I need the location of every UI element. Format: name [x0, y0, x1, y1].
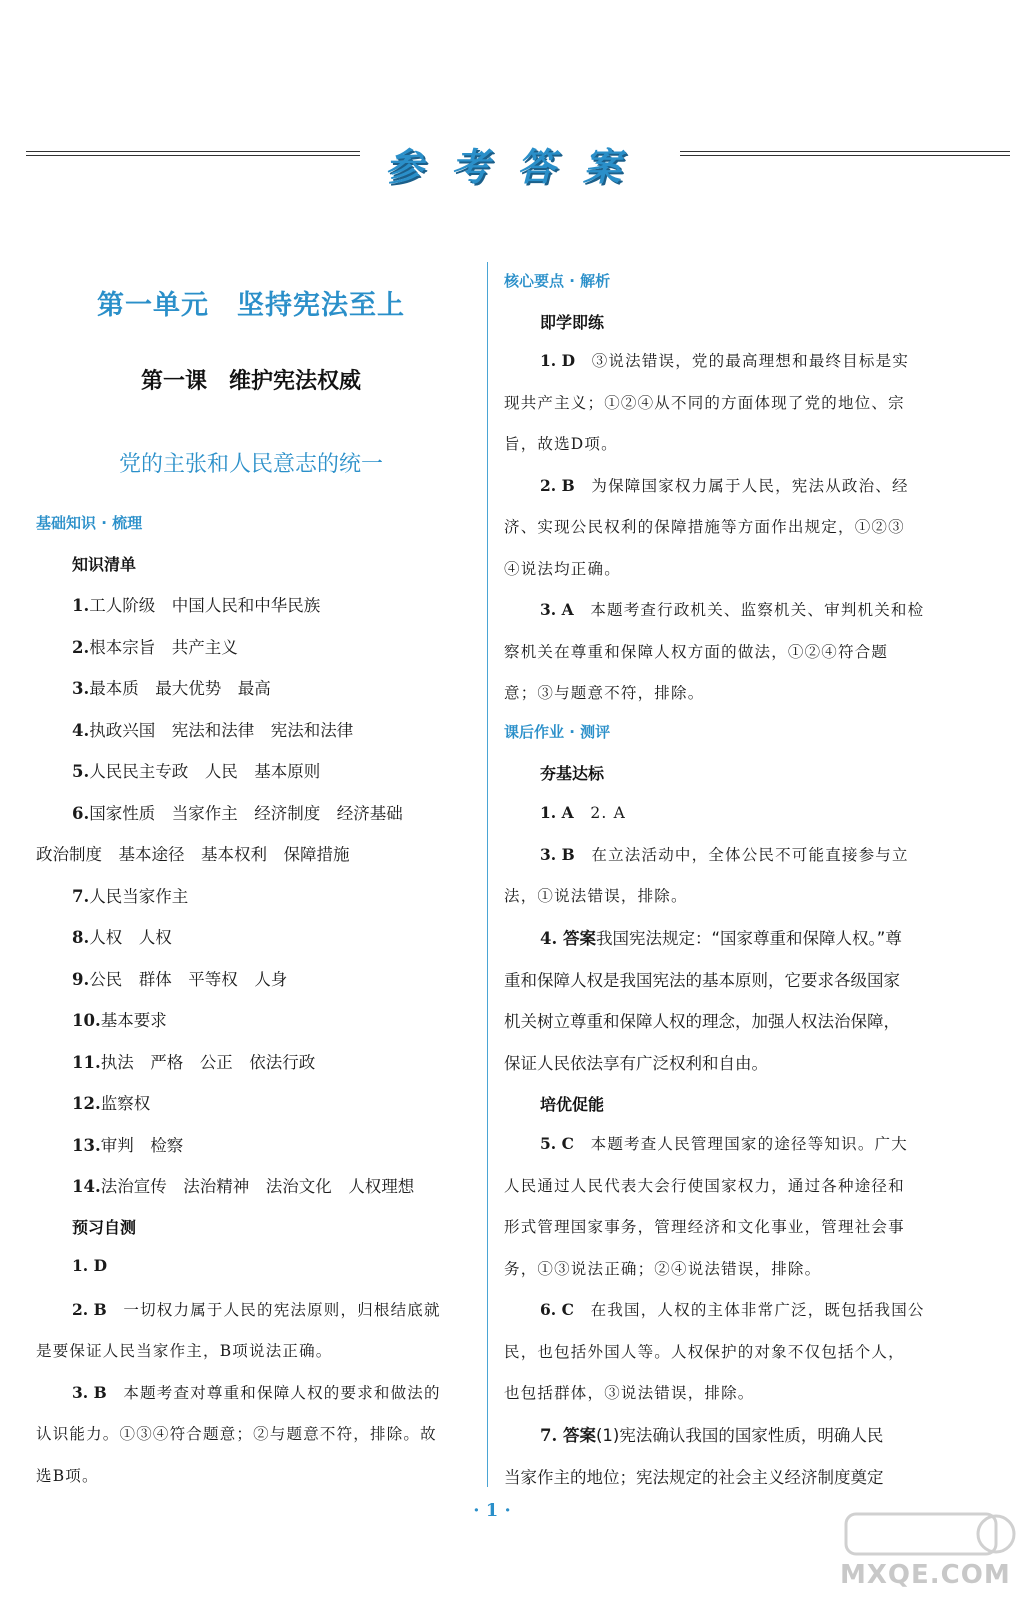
- item-number: 4.: [72, 720, 90, 740]
- foundation-answer-line: [540, 801, 626, 823]
- line-text: 人权 人权: [89, 928, 172, 947]
- line-text: 公民 群体 平等权 人身: [89, 969, 288, 989]
- line-text: 审判 检察: [100, 1135, 184, 1155]
- line-text: 本题考查行政机关、监察机关、审判机关和检: [573, 601, 925, 619]
- line-text: 监察权: [100, 1094, 151, 1113]
- line-text: 机关树立尊重和保障人权的理念，加强人权法治保障，: [504, 1012, 900, 1031]
- line-text: 人民通过人民代表大会行使国家权力，通过各种途径和: [504, 1176, 905, 1195]
- advanced-answer-line: [504, 1340, 905, 1362]
- item-number: 3.: [540, 600, 557, 619]
- column-divider: [487, 262, 488, 1487]
- item-number: 6.: [72, 803, 90, 823]
- item-number: 9.: [72, 969, 90, 989]
- preview-answer-line: [36, 1464, 99, 1486]
- answer-letter: B: [88, 1299, 107, 1319]
- knowledge-item: [72, 1173, 414, 1197]
- line-text: 济、实现公民权利的保障措施等方面作出规定，①②③: [504, 518, 905, 536]
- answer-letter: C: [556, 1300, 574, 1319]
- lesson-title: 第一课 维护宪法权威: [140, 369, 361, 394]
- knowledge-item: [72, 717, 353, 741]
- practice-answer-line: [504, 557, 621, 579]
- line-text: 在立法活动中，全体公民不可能直接参与立: [574, 845, 909, 864]
- item-number: 12.: [72, 1094, 101, 1113]
- advanced-answer-line: [540, 1132, 908, 1154]
- preview-answer-line: [36, 1339, 333, 1361]
- line-text: 形式管理国家事务，管理经济和文化事业，管理社会事: [504, 1218, 905, 1236]
- line-text: 人民民主专政 人民 基本原则: [89, 762, 321, 781]
- line-text: 保证人民依法享有广泛权利和自由。: [504, 1053, 768, 1073]
- item-number: 2.: [72, 637, 90, 657]
- item-number: 5.: [72, 762, 90, 781]
- line-text: 察机关在尊重和保障人权方面的做法，①②④符合题: [504, 642, 889, 661]
- line-text: 根本宗旨 共产主义: [89, 637, 238, 657]
- line-text: 认识能力。①③④符合题意；②与题意不符，排除。故: [36, 1425, 437, 1443]
- line-text: 基本要求: [100, 1011, 167, 1030]
- subheading-foundation: 夯基达标: [540, 764, 605, 783]
- line-text: 旨，故选D项。: [504, 435, 618, 453]
- knowledge-item: [36, 841, 350, 865]
- answer-4-line: [540, 925, 902, 949]
- subheading-knowledge-list: 知识清单: [72, 555, 137, 574]
- section-tag-core: 核心要点 · 解析: [504, 272, 611, 290]
- page-number: · 1 ·: [473, 1500, 511, 1521]
- page-title: 参考答案: [384, 144, 649, 189]
- item-number: 13.: [72, 1135, 101, 1155]
- knowledge-item: [72, 1049, 315, 1073]
- line-text: 执政兴国 宪法和法律 宪法和法律: [89, 720, 354, 740]
- answer-4-line: [504, 1008, 900, 1032]
- line-text: ④说法均正确。: [504, 559, 621, 578]
- item-number: 1.: [540, 351, 557, 370]
- item-number: 2.: [72, 1299, 89, 1319]
- answer-letter: 答案: [557, 929, 596, 948]
- line-text: 也包括群体，③说法错误，排除。: [504, 1384, 755, 1402]
- line-text: 为保障国家权力属于人民，宪法从政治、经: [574, 476, 909, 495]
- line-text: 本题考查人民管理国家的途径等知识。广大: [573, 1135, 908, 1153]
- line-text: (1)宪法确认我国的国家性质，明确人民: [595, 1426, 884, 1445]
- answer-letter: B: [556, 475, 575, 495]
- line-text: 法，①说法错误，排除。: [504, 887, 688, 905]
- item-number: 1.: [72, 596, 90, 615]
- line-text: 工人阶级 中国人民和中华民族: [89, 596, 321, 615]
- item-number: 7.: [72, 886, 90, 906]
- line-text: 现共产主义；①②④从不同的方面体现了党的地位、宗: [504, 393, 905, 412]
- advanced-answer-line: [540, 1298, 925, 1320]
- practice-answer-line: [504, 515, 905, 537]
- item-number: 8.: [72, 928, 90, 947]
- knowledge-item: [72, 1007, 167, 1031]
- item-number: 10.: [72, 1011, 101, 1030]
- knowledge-item: [72, 634, 238, 658]
- knowledge-item: [72, 1090, 150, 1114]
- line-text: 民，也包括外国人等。人权保护的对象不仅包括个人，: [504, 1342, 905, 1361]
- knowledge-item: [72, 800, 403, 824]
- knowledge-item: [72, 675, 271, 699]
- item-number: 3.: [540, 844, 557, 864]
- line-text: 在我国，人权的主体非常广泛，既包括我国公: [573, 1301, 925, 1319]
- advanced-answer-line: [504, 1381, 755, 1403]
- practice-answer-line: [540, 349, 909, 371]
- preview-answer-line: [36, 1422, 437, 1444]
- watermark-text: MXQE.COM: [840, 1560, 1011, 1590]
- advanced-answer-line: [504, 1257, 821, 1279]
- line-text: 政治制度 基本途径 基本权利 保障措施: [36, 845, 350, 864]
- answer-letter: B: [88, 1382, 107, 1402]
- practice-answer-line: [504, 681, 704, 703]
- answer-letter: 答案: [557, 1426, 596, 1445]
- line-text: 意；③与题意不符，排除。: [504, 684, 705, 702]
- line-text: 我国宪法规定：“国家尊重和保障人权。”尊: [595, 929, 902, 948]
- advanced-answer-line: [504, 1174, 905, 1196]
- line-text: ③说法错误，党的最高理想和最终目标是实: [575, 352, 910, 370]
- section-tag-homework: 课后作业 · 测评: [504, 723, 611, 741]
- answer-letter: D: [556, 351, 576, 370]
- practice-answer-line: [540, 474, 909, 496]
- practice-answer-line: [504, 640, 888, 662]
- answer-letter: D: [88, 1256, 108, 1275]
- answer-4-line: [504, 1050, 768, 1074]
- line-text: 本题考查对尊重和保障人权的要求和做法的: [106, 1383, 441, 1402]
- answer-letter: C: [556, 1134, 574, 1153]
- knowledge-item: [72, 883, 188, 907]
- advanced-answer-line: [504, 1215, 905, 1237]
- item-number: 7.: [540, 1426, 558, 1445]
- practice-answer-line: [504, 391, 905, 413]
- foundation-answer-line: [504, 884, 688, 906]
- preview-answer-line: [72, 1298, 441, 1320]
- line-text: 执法 严格 公正 依法行政: [100, 1052, 316, 1072]
- answer-letter: A: [556, 803, 574, 822]
- line-text: 务，①③说法正确；②④说法错误，排除。: [504, 1259, 822, 1278]
- line-text: 国家性质 当家作主 经济制度 经济基础: [89, 803, 403, 823]
- answer-letter: B: [556, 844, 575, 864]
- section-tag-basics: 基础知识 · 梳理: [36, 514, 143, 532]
- subheading-advanced: 培优促能: [540, 1095, 605, 1114]
- line-text: 是要保证人民当家作主，B项说法正确。: [36, 1342, 333, 1360]
- line-text: 一切权力属于人民的宪法原则，归根结底就: [106, 1300, 441, 1319]
- section-title: 党的主张和人民意志的统一: [118, 452, 383, 477]
- knowledge-item: [72, 966, 287, 990]
- subheading-preview-test: 预习自测: [72, 1218, 137, 1237]
- line-text: 重和保障人权是我国宪法的基本原则，它要求各级国家: [504, 970, 900, 990]
- foundation-answer-line: [540, 843, 909, 865]
- preview-answer-line: [72, 1381, 441, 1403]
- line-text: 法治宣传 法治精神 法治文化 人权理想: [100, 1177, 415, 1196]
- item-number: 2.: [540, 475, 557, 495]
- answer-4-line: [504, 967, 900, 991]
- knowledge-item: [72, 924, 172, 948]
- item-number: 11.: [72, 1052, 101, 1072]
- item-number: 3.: [72, 679, 90, 698]
- item-number: 5.: [540, 1134, 557, 1153]
- practice-answer-line: [504, 432, 618, 454]
- knowledge-item: [72, 758, 320, 782]
- item-number: 14.: [72, 1177, 101, 1196]
- knowledge-item: [72, 1132, 183, 1156]
- item-number: 6.: [540, 1300, 557, 1319]
- item-number: 4.: [540, 929, 558, 948]
- knowledge-item: [72, 592, 320, 616]
- preview-answer-line: [72, 1256, 107, 1275]
- item-number: 1.: [72, 1256, 89, 1275]
- line-text: 2. A: [573, 804, 627, 822]
- line-text: 选B项。: [36, 1466, 99, 1485]
- answer-letter: A: [556, 600, 574, 619]
- unit-title: 第一单元 坚持宪法至上: [97, 290, 405, 321]
- line-text: 人民当家作主: [89, 886, 189, 906]
- item-number: 3.: [72, 1382, 89, 1402]
- line-text: 最本质 最大优势 最高: [89, 679, 271, 698]
- practice-answer-line: [540, 598, 924, 620]
- line-text: 当家作主的地位；宪法规定的社会主义经济制度奠定: [504, 1467, 884, 1487]
- subheading-practice: 即学即练: [540, 313, 605, 332]
- answer-7-line: [540, 1422, 883, 1446]
- item-number: 1.: [540, 803, 557, 822]
- answer-7-line: [504, 1464, 884, 1488]
